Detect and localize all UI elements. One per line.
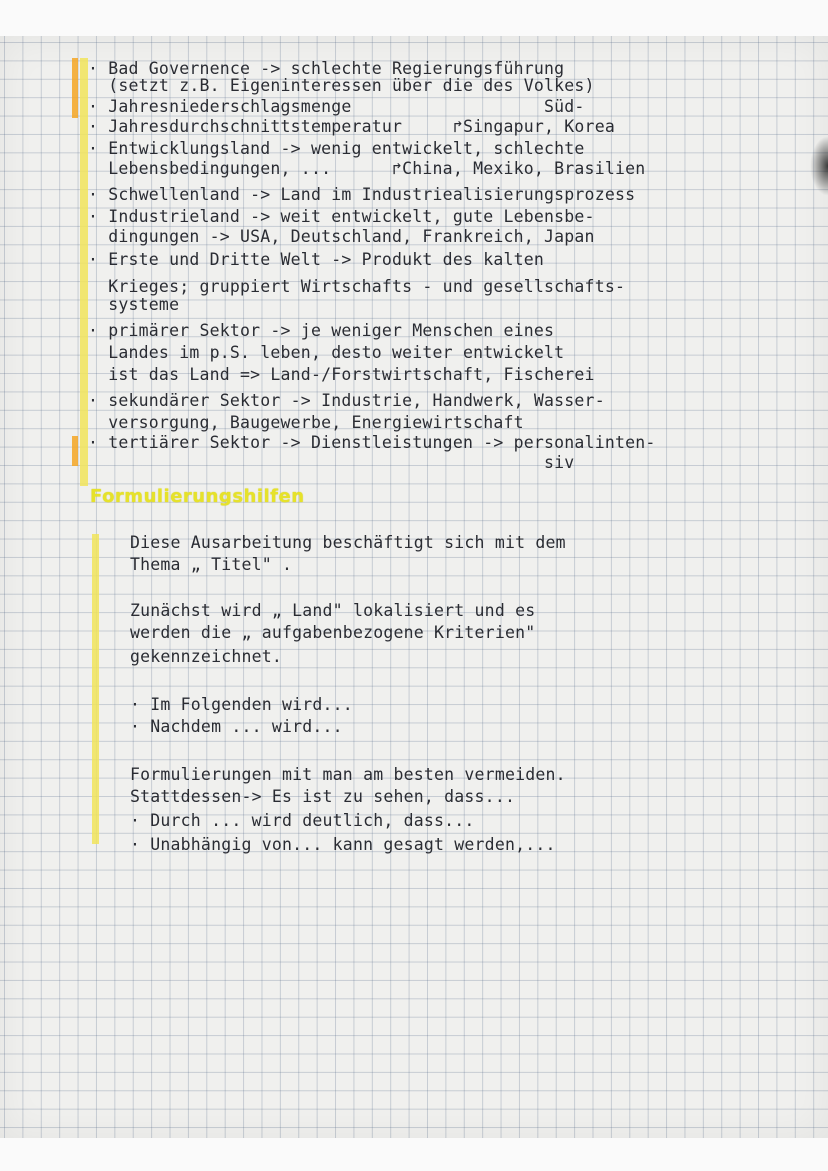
- note-line: · sekundärer Sektor -> Industrie, Handwerk, Wasser-: [88, 391, 605, 410]
- note-line: systeme: [88, 295, 180, 314]
- photo-bottom-margin: [0, 1138, 828, 1171]
- note-line: Landes im p.S. leben, desto weiter entwickelt: [88, 343, 565, 362]
- phrase-line: · Durch ... wird deutlich, dass...: [130, 811, 475, 830]
- note-line: · tertiärer Sektor -> Dienstleistungen -> personalinten-: [88, 433, 656, 452]
- photo-top-margin: [0, 0, 828, 36]
- phrase-line: Formulierungen mit man am besten vermeiden.: [130, 765, 566, 784]
- note-line: · Jahresdurchschnittstemperatur ↱Singapur, Korea: [88, 117, 615, 136]
- note-line: (setzt z.B. Eigeninteressen über die des Volkes): [88, 76, 595, 95]
- note-line: · primärer Sektor -> je weniger Menschen eines: [88, 321, 555, 340]
- note-line: · Industrieland -> weit entwickelt, gute Lebensbe-: [88, 207, 595, 226]
- phrase-line: Diese Ausarbeitung beschäftigt sich mit dem: [130, 533, 566, 552]
- phrase-line: werden die „ aufgabenbezogene Kriterien": [130, 623, 536, 642]
- page-edge-shadow: [810, 136, 828, 196]
- section-heading: Formulierungshilfen: [90, 486, 305, 507]
- note-line: · Erste und Dritte Welt -> Produkt des kalten: [88, 250, 545, 269]
- note-line: dingungen -> USA, Deutschland, Frankreich, Japan: [88, 227, 595, 246]
- phrase-line: Thema „ Titel" .: [130, 555, 293, 574]
- orange-margin-highlight-top: [72, 58, 78, 118]
- note-line: · Entwicklungsland -> wenig entwickelt, schlechte: [88, 139, 585, 158]
- phrase-line: Stattdessen-> Es ist zu sehen, dass...: [130, 787, 516, 806]
- phrase-line: Zunächst wird „ Land" lokalisiert und es: [130, 601, 536, 620]
- yellow-margin-highlight-top: [80, 58, 88, 486]
- note-line: siv: [88, 453, 575, 472]
- note-line: · Bad Governence -> schlechte Regierungsführung: [88, 59, 565, 78]
- yellow-margin-highlight-bottom: [92, 534, 99, 844]
- phrase-line: · Im Folgenden wird...: [130, 695, 353, 714]
- note-line: Lebensbedingungen, ... ↱China, Mexiko, Brasilien: [88, 159, 646, 178]
- note-line: · Schwellenland -> Land im Industriealisierungsprozess: [88, 185, 636, 204]
- note-line: versorgung, Baugewerbe, Energiewirtschaft: [88, 413, 524, 432]
- phrase-line: · Unabhängig von... kann gesagt werden,...: [130, 835, 556, 854]
- note-line: ist das Land => Land-/Forstwirtschaft, Fischerei: [88, 365, 595, 384]
- note-line: · Jahresniederschlagsmenge Süd-: [88, 97, 585, 116]
- note-line: Krieges; gruppiert Wirtschafts - und gesellschafts-: [88, 277, 626, 296]
- phrase-line: gekennzeichnet.: [130, 647, 283, 666]
- orange-margin-highlight-bottom: [72, 436, 78, 466]
- phrase-line: · Nachdem ... wird...: [130, 717, 343, 736]
